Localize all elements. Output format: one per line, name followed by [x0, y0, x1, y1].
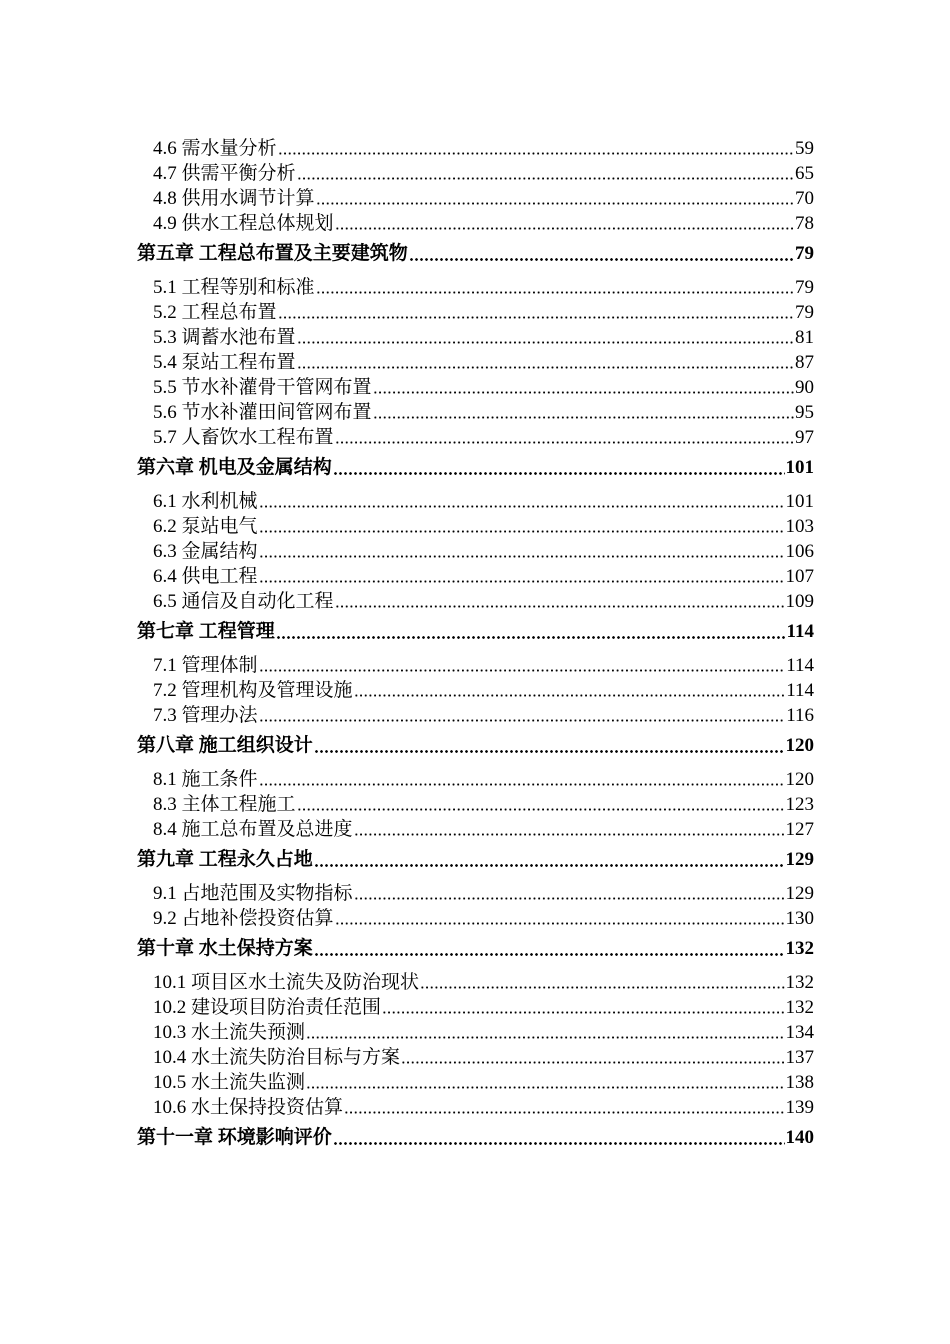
toc-page-number: 140: [785, 1127, 814, 1148]
dot-leader: [259, 666, 786, 672]
toc-entry-title: 第七章 工程管理: [137, 621, 275, 642]
dot-leader: [314, 861, 785, 867]
toc-entry-title: 10.5 水土流失监测: [153, 1072, 306, 1093]
toc-section-entry[interactable]: [137, 375, 814, 400]
toc-page-number: 70: [795, 188, 814, 209]
toc-section-entry[interactable]: [137, 678, 814, 703]
toc-page-number: 132: [785, 972, 814, 993]
toc-entry-title: 第九章 工程永久占地: [137, 849, 313, 870]
toc-section-entry[interactable]: [137, 539, 814, 564]
dot-leader: [333, 469, 785, 475]
toc-entry-title: 5.1 工程等别和标准: [153, 277, 315, 298]
toc-page-number: 79: [795, 302, 814, 323]
toc-page-number: 101: [785, 491, 814, 512]
dot-leader: [335, 602, 785, 608]
toc-page-number: 132: [785, 997, 814, 1018]
toc-entry-title: 9.1 占地范围及实物指标: [153, 883, 353, 904]
dot-leader: [276, 633, 786, 639]
toc-chapter-entry[interactable]: [137, 1125, 814, 1151]
toc-section-entry[interactable]: [137, 589, 814, 614]
toc-entry-title: 9.2 占地补偿投资估算: [153, 908, 334, 929]
toc-page-number: 137: [785, 1047, 814, 1068]
toc-page-number: 132: [785, 938, 814, 959]
toc-page-number: 107: [785, 566, 814, 587]
toc-page-number: 79: [795, 243, 814, 264]
toc-section-entry[interactable]: [137, 906, 814, 931]
dot-leader: [297, 363, 794, 369]
dot-leader: [297, 805, 785, 811]
dot-leader: [335, 224, 794, 230]
dot-leader: [306, 1033, 784, 1039]
toc-page-number: 129: [785, 849, 814, 870]
toc-page-number: 120: [785, 769, 814, 790]
toc-page-number: 97: [795, 427, 814, 448]
toc-page-number: 127: [785, 819, 814, 840]
dot-leader: [259, 716, 786, 722]
toc-section-entry[interactable]: [137, 514, 814, 539]
toc-entry-title: 7.2 管理机构及管理设施: [153, 680, 353, 701]
toc-entry-title: 6.2 泵站电气: [153, 516, 258, 537]
toc-entry-title: 4.9 供水工程总体规划: [153, 213, 334, 234]
toc-page-number: 103: [785, 516, 814, 537]
toc-section-entry[interactable]: [137, 653, 814, 678]
toc-section-entry[interactable]: [137, 792, 814, 817]
toc-entry-title: 10.1 项目区水土流失及防治现状: [153, 972, 420, 993]
dot-leader: [409, 255, 794, 261]
dot-leader: [278, 149, 794, 155]
toc-page-number: 78: [795, 213, 814, 234]
toc-entry-title: 10.6 水土保持投资估算: [153, 1097, 344, 1118]
toc-page-number: 139: [785, 1097, 814, 1118]
toc-entry-title: 5.2 工程总布置: [153, 302, 277, 323]
toc-entry-title: 10.3 水土流失预测: [153, 1022, 306, 1043]
toc-page-number: 114: [786, 621, 814, 642]
toc-section-entry[interactable]: [137, 703, 814, 728]
dot-leader: [297, 338, 794, 344]
toc-section-entry[interactable]: [137, 564, 814, 589]
dot-leader: [382, 1008, 784, 1014]
toc-chapter-entry[interactable]: [137, 733, 814, 759]
toc-section-entry[interactable]: [137, 300, 814, 325]
toc-page-number: 106: [785, 541, 814, 562]
toc-entry-title: 8.3 主体工程施工: [153, 794, 296, 815]
toc-entry-title: 第五章 工程总布置及主要建筑物: [137, 243, 408, 264]
toc-section-entry[interactable]: [137, 1045, 814, 1070]
dot-leader: [259, 502, 785, 508]
toc-section-entry[interactable]: [137, 489, 814, 514]
toc-page-number: 130: [785, 908, 814, 929]
toc-entry-title: 5.3 调蓄水池布置: [153, 327, 296, 348]
toc-page-number: 81: [795, 327, 814, 348]
toc-entry-title: 5.6 节水补灌田间管网布置: [153, 402, 372, 423]
dot-leader: [314, 747, 785, 753]
toc-section-entry[interactable]: [137, 767, 814, 792]
toc-section-entry[interactable]: [137, 995, 814, 1020]
toc-entry-title: 10.2 建设项目防治责任范围: [153, 997, 382, 1018]
toc-page-number: 79: [795, 277, 814, 298]
toc-section-entry[interactable]: [137, 881, 814, 906]
toc-page-number: 90: [795, 377, 814, 398]
toc-entry-title: 8.4 施工总布置及总进度: [153, 819, 353, 840]
toc-section-entry[interactable]: [137, 325, 814, 350]
toc-section-entry[interactable]: [137, 817, 814, 842]
dot-leader: [316, 199, 794, 205]
toc-section-entry[interactable]: [137, 1020, 814, 1045]
toc-entry-title: 6.4 供电工程: [153, 566, 258, 587]
toc-chapter-entry[interactable]: [137, 936, 814, 962]
toc-page-number: 129: [785, 883, 814, 904]
toc-section-entry[interactable]: [137, 425, 814, 450]
toc-entry-title: 5.5 节水补灌骨干管网布置: [153, 377, 372, 398]
toc-page-number: 114: [786, 655, 814, 676]
dot-leader: [373, 388, 794, 394]
toc-page-number: 101: [785, 457, 814, 478]
toc-page-number: 65: [795, 163, 814, 184]
dot-leader: [314, 950, 785, 956]
toc-chapter-entry[interactable]: [137, 847, 814, 873]
toc-chapter-entry[interactable]: [137, 619, 814, 645]
toc-entry-title: 8.1 施工条件: [153, 769, 258, 790]
dot-leader: [259, 780, 785, 786]
toc-section-entry[interactable]: [137, 136, 814, 161]
toc-section-entry[interactable]: [137, 211, 814, 236]
toc-entry-title: 5.4 泵站工程布置: [153, 352, 296, 373]
toc-entry-title: 6.1 水利机械: [153, 491, 258, 512]
toc-entry-title: 第十章 水土保持方案: [137, 938, 313, 959]
toc-section-entry[interactable]: [137, 1095, 814, 1120]
dot-leader: [297, 174, 794, 180]
dot-leader: [333, 1139, 785, 1145]
toc-entry-title: 第六章 机电及金属结构: [137, 457, 332, 478]
toc-section-entry[interactable]: [137, 275, 814, 300]
dot-leader: [259, 577, 785, 583]
toc-section-entry[interactable]: [137, 186, 814, 211]
toc-entry-title: 4.8 供用水调节计算: [153, 188, 315, 209]
dot-leader: [354, 894, 785, 900]
toc-page-number: 123: [785, 794, 814, 815]
toc-page-number: 134: [785, 1022, 814, 1043]
toc-page-number: 114: [786, 680, 814, 701]
toc-entry-title: 第十一章 环境影响评价: [137, 1127, 332, 1148]
toc-page-number: 116: [786, 705, 814, 726]
dot-leader: [401, 1058, 784, 1064]
toc-page-number: 138: [785, 1072, 814, 1093]
dot-leader: [335, 438, 794, 444]
toc-entry-title: 5.7 人畜饮水工程布置: [153, 427, 334, 448]
dot-leader: [278, 313, 794, 319]
dot-leader: [354, 691, 786, 697]
toc-entry-title: 4.6 需水量分析: [153, 138, 277, 159]
toc-page-number: 59: [795, 138, 814, 159]
dot-leader: [373, 413, 794, 419]
toc-entry-title: 第八章 施工组织设计: [137, 735, 313, 756]
dot-leader: [354, 830, 785, 836]
toc-entry-title: 10.4 水土流失防治目标与方案: [153, 1047, 401, 1068]
dot-leader: [259, 527, 785, 533]
toc-section-entry[interactable]: [137, 350, 814, 375]
toc-entry-title: 6.5 通信及自动化工程: [153, 591, 334, 612]
toc-page-number: 120: [785, 735, 814, 756]
dot-leader: [316, 288, 794, 294]
toc-page-number: 95: [795, 402, 814, 423]
toc-section-entry[interactable]: [137, 970, 814, 995]
toc-entry-title: 6.3 金属结构: [153, 541, 258, 562]
dot-leader: [420, 983, 784, 989]
toc-page-number: 87: [795, 352, 814, 373]
toc-section-entry[interactable]: [137, 161, 814, 186]
dot-leader: [259, 552, 785, 558]
toc-entry-title: 4.7 供需平衡分析: [153, 163, 296, 184]
toc-section-entry[interactable]: [137, 1070, 814, 1095]
toc-entry-title: 7.1 管理体制: [153, 655, 258, 676]
dot-leader: [344, 1108, 784, 1114]
toc-page-number: 109: [785, 591, 814, 612]
toc-chapter-entry[interactable]: [137, 241, 814, 267]
toc-chapter-entry[interactable]: [137, 455, 814, 481]
toc-entry-title: 7.3 管理办法: [153, 705, 258, 726]
table-of-contents: [137, 136, 814, 1159]
dot-leader: [306, 1083, 784, 1089]
toc-section-entry[interactable]: [137, 400, 814, 425]
dot-leader: [335, 919, 785, 925]
